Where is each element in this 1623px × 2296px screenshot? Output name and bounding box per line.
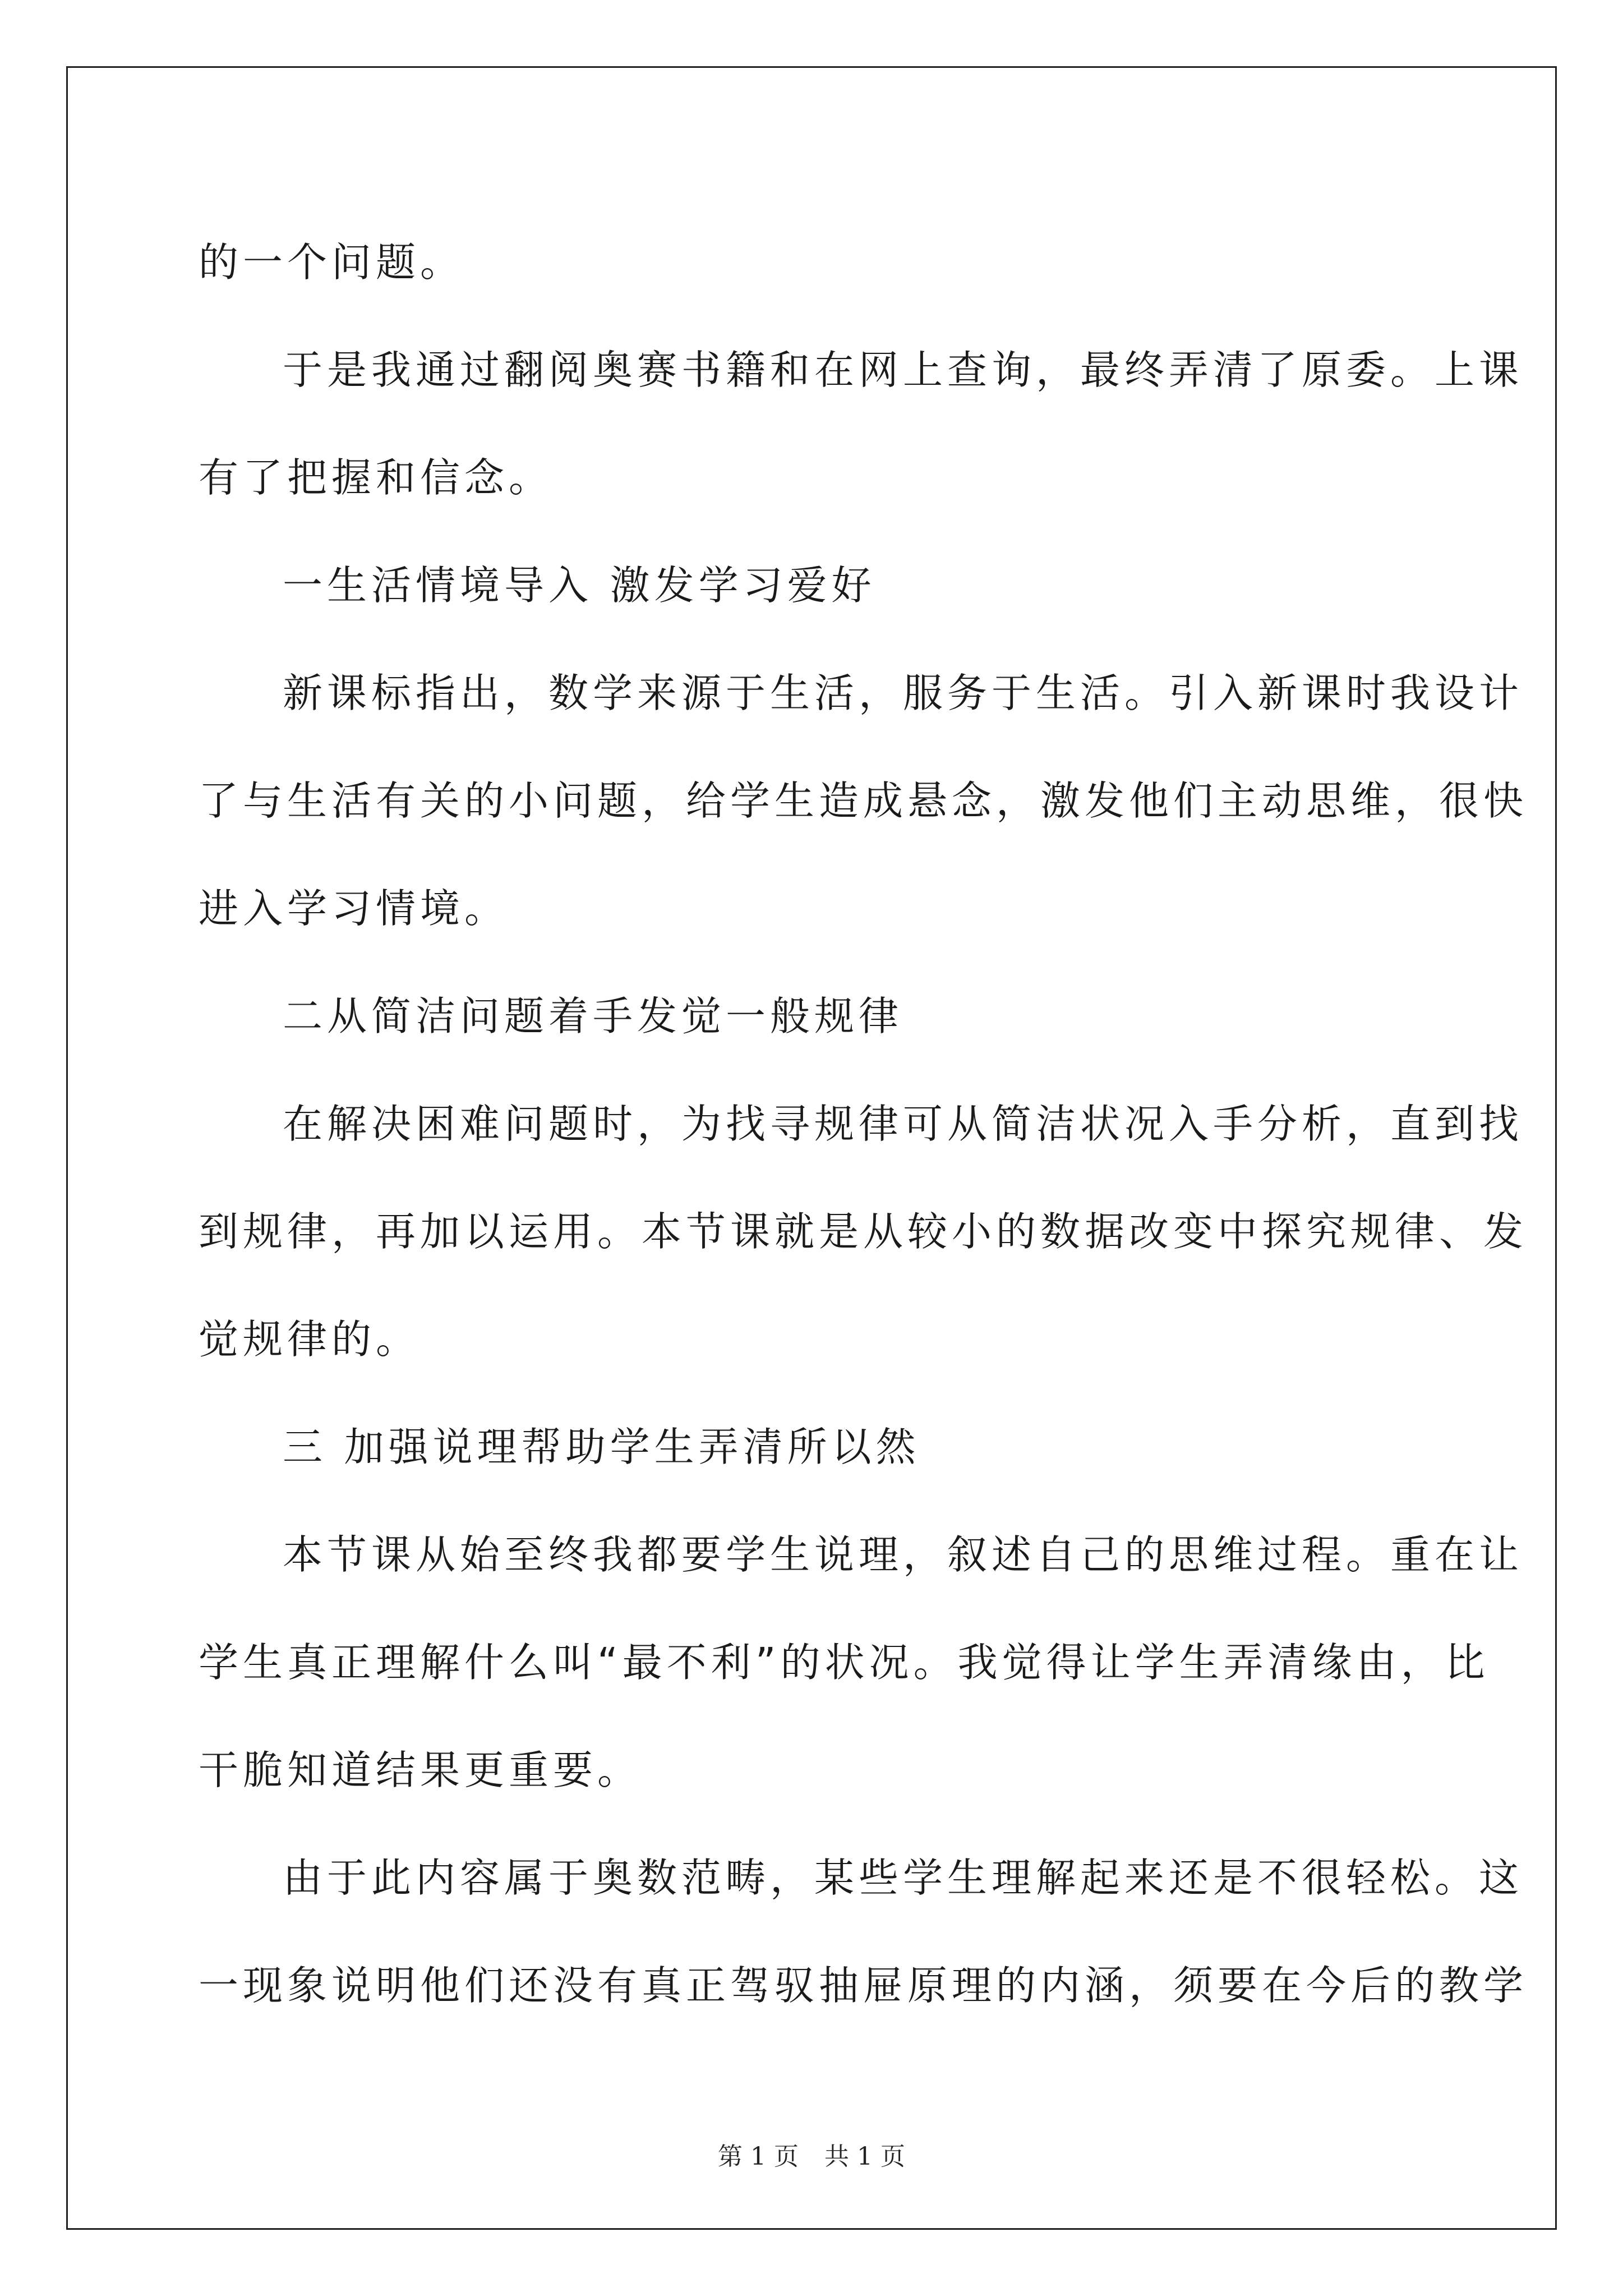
page-number-current: 第 1 页 — [718, 2142, 799, 2171]
page-footer — [0, 2136, 1623, 2172]
text-line: 了与生活有关的小问题，给学生造成悬念，激发他们主动思维，很快 — [199, 777, 1528, 824]
text-line: 一现象说明他们还没有真正驾驭抽屉原理的内涵，须要在今后的教学 — [199, 1962, 1528, 2009]
text-line: 于是我通过翻阅奥赛书籍和在网上查询，最终弄清了原委。上课 — [283, 347, 1524, 393]
text-line: 学生真正理解什么叫“最不利”的状况。我觉得让学生弄清缘由，比 — [199, 1639, 1490, 1686]
page-number-total: 共 1 页 — [824, 2142, 905, 2171]
text-line: 有了把握和信念。 — [199, 454, 554, 501]
text-line: 新课标指出，数学来源于生活，服务于生活。引入新课时我设计 — [283, 670, 1524, 716]
text-line: 本节课从始至终我都要学生说理，叙述自己的思维过程。重在让 — [283, 1531, 1524, 1578]
document-body — [199, 209, 1528, 2040]
text-line: 由于此内容属于奥数范畴，某些学生理解起来还是不很轻松。这 — [283, 1855, 1524, 1901]
section-heading: 一生活情境导入 激发学习爱好 — [283, 562, 876, 609]
text-line: 在解决困难问题时，为找寻规律可从简洁状况入手分析，直到找 — [283, 1101, 1524, 1147]
section-heading: 三 加强说理帮助学生弄清所以然 — [283, 1424, 920, 1470]
text-line: 觉规律的。 — [199, 1316, 421, 1363]
text-line: 干脆知道结果更重要。 — [199, 1747, 642, 1793]
text-line: 到规律，再加以运用。本节课就是从较小的数据改变中探究规律、发 — [199, 1208, 1528, 1255]
text-line: 进入学习情境。 — [199, 885, 509, 932]
text-line: 的一个问题。 — [199, 239, 465, 286]
section-heading: 二从简洁问题着手发觉一般规律 — [283, 993, 903, 1039]
